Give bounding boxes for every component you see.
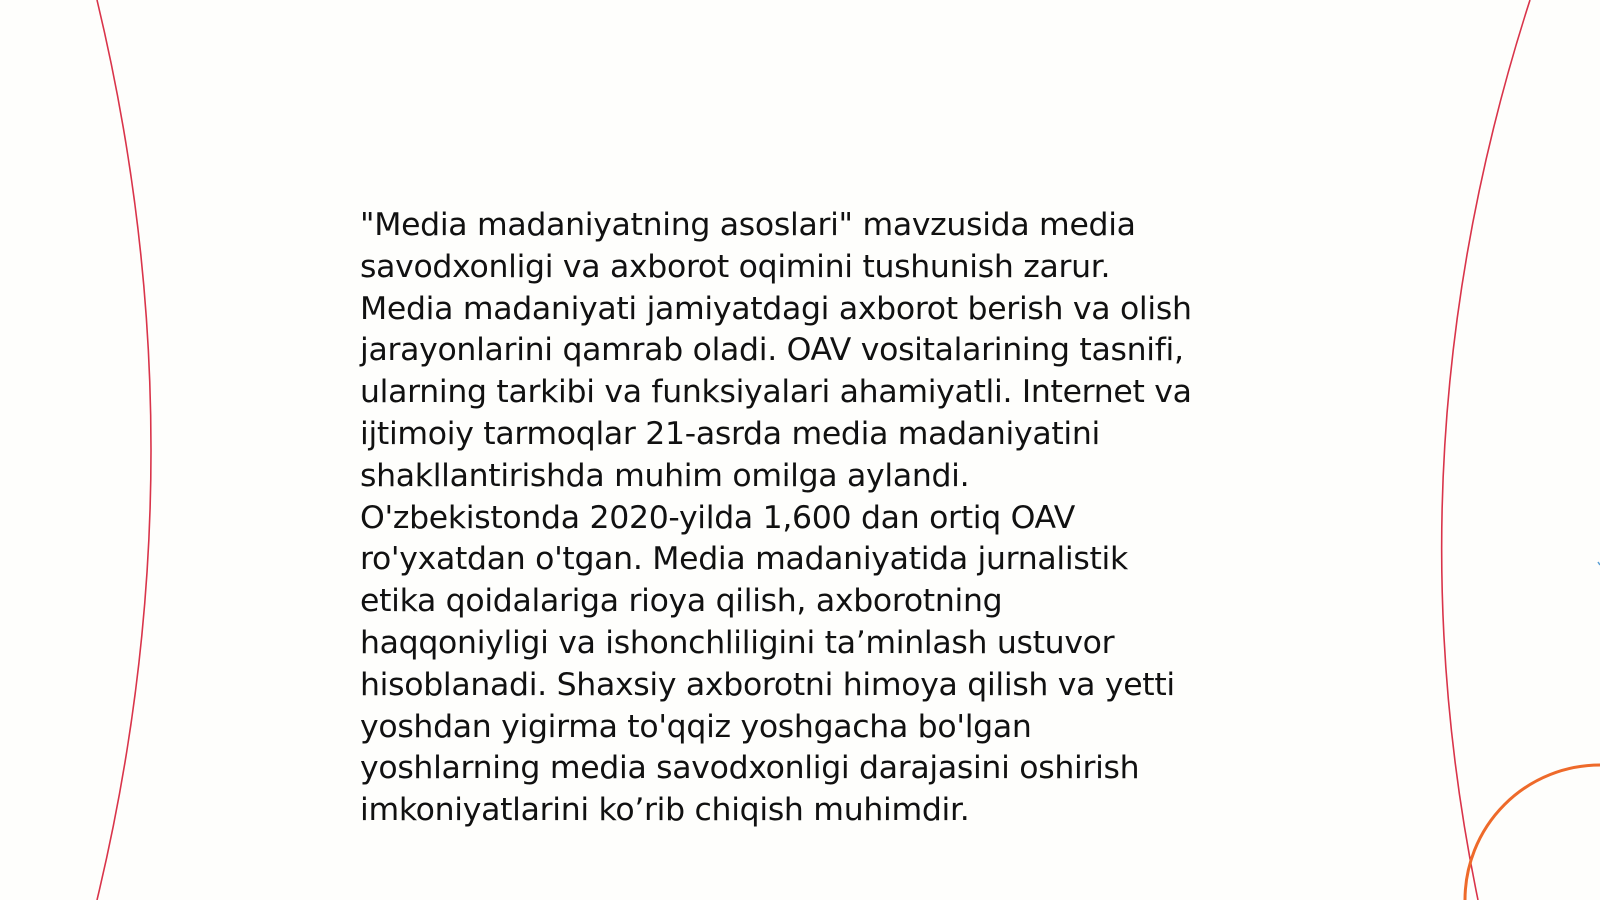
text-line: hisoblanadi. Shaxsiy axborotni himoya qilish va yetti (360, 666, 1175, 703)
text-line: imkoniyatlarini ko’rib chiqish muhimdir. (360, 792, 970, 829)
right-curve-decoration (1442, 0, 1530, 900)
left-curve-decoration (97, 0, 151, 900)
text-line: Media madaniyati jamiyatdagi axborot berish va olish (360, 290, 1192, 327)
text-line: O'zbekistonda 2020-yilda 1,600 dan ortiq OAV (360, 499, 1076, 536)
text-line: yoshdan yigirma to'qqiz yoshgacha bo'lgan (360, 708, 1032, 745)
text-line: savodxonligi va axborot oqimini tushunish zarur. (360, 248, 1111, 285)
text-line: ro'yxatdan o'tgan. Media madaniyatida jurnalistik (360, 541, 1128, 578)
text-line: "Media madaniyatning asoslari" mavzusida media (360, 207, 1136, 243)
text-line: ijtimoiy tarmoqlar 21-asrda media madaniyatini (360, 415, 1100, 452)
text-line: etika qoidalariga rioya qilish, axborotning (360, 583, 1003, 620)
text-line: jarayonlarini qamrab oladi. OAV vositalarining tasnifi, (360, 332, 1184, 369)
text-line: haqqoniyligi va ishonchliligini ta’minlash ustuvor (360, 624, 1115, 661)
text-line: ularning tarkibi va funksiyalari ahamiyatli. Internet va (360, 374, 1192, 411)
text-line: yoshlarning media savodxonligi darajasini oshirish (360, 750, 1140, 787)
slide-body-text (360, 205, 1240, 832)
text-line: shakllantirishda muhim omilga aylandi. (360, 457, 970, 494)
orange-circle-decoration (1465, 765, 1600, 900)
